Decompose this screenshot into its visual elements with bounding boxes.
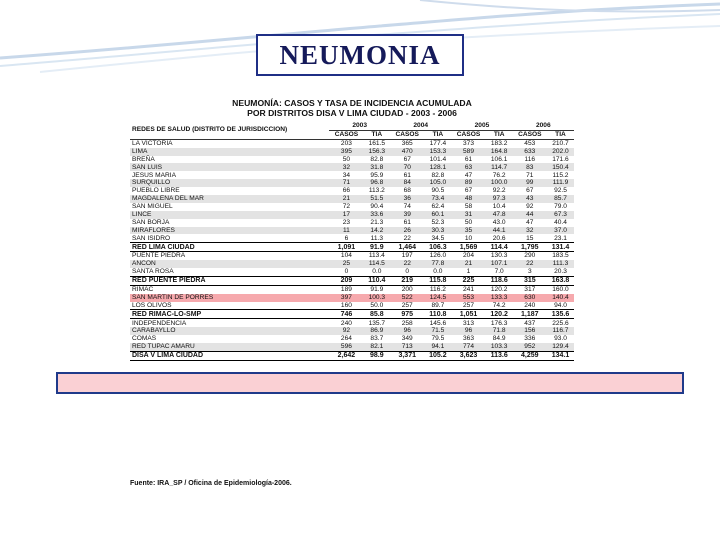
casos-cell: 72 [342, 203, 351, 211]
casos-cell: 32 [329, 163, 363, 171]
casos-cell: 3,623 [451, 351, 485, 360]
casos-cell: 66 [342, 187, 351, 195]
table-row [130, 319, 574, 327]
tia-cell: 153.3 [424, 148, 451, 156]
tia-cell: 96.8 [364, 179, 390, 187]
district-name: SAN MARTIN DE PORRES [130, 294, 329, 302]
tia-cell: 105.2 [424, 351, 451, 360]
tia-cell: 51.5 [364, 195, 390, 203]
casos-cell: 470 [390, 148, 424, 156]
year-header-2003: 2003 [329, 122, 390, 130]
district-name: SANTA ROSA [132, 268, 174, 276]
tia-cell: 131.4 [547, 243, 574, 252]
casos-cell: 589 [451, 148, 485, 156]
tia-cell: 135.7 [368, 319, 386, 327]
tia-cell: 94.0 [554, 301, 567, 309]
tia-cell: 77.8 [424, 260, 451, 268]
table-row [130, 139, 574, 147]
district-name: LA VICTORIA [132, 139, 173, 147]
tia-cell: 82.8 [370, 155, 384, 163]
tia-cell: 7.0 [494, 268, 504, 276]
district-name: RED PUENTE PIEDRA [130, 276, 329, 285]
casos-cell: 397 [329, 294, 363, 302]
incidence-table [130, 122, 574, 361]
casos-cell: 99 [513, 179, 547, 187]
district-name: RED TUPAC AMARU [130, 343, 329, 351]
tia-cell: 106.1 [490, 155, 508, 163]
table-row [130, 285, 574, 293]
table-row [130, 219, 574, 227]
tia-cell: 73.4 [424, 195, 451, 203]
tia-cell: 210.7 [552, 139, 569, 147]
casos-cell: 22 [513, 260, 547, 268]
table-row [130, 211, 574, 219]
tia-cell: 225.6 [552, 319, 569, 327]
tia-cell: 82.8 [431, 171, 445, 179]
tia-cell: 116.2 [429, 286, 446, 293]
tia-cell: 113.6 [486, 351, 513, 360]
column-header-casos: CASOS [329, 130, 363, 139]
casos-cell: 1,569 [451, 243, 485, 252]
casos-cell: 200 [401, 286, 413, 293]
table-row [130, 327, 574, 335]
tia-cell: 23.1 [554, 234, 567, 242]
table-row [130, 203, 574, 211]
document-title [120, 98, 584, 118]
tia-cell: 20.3 [554, 268, 567, 276]
column-header-tia: TIA [424, 130, 451, 139]
tia-cell: 111.3 [547, 260, 574, 268]
tia-cell: 79.0 [554, 203, 567, 211]
tia-cell: 106.3 [424, 243, 451, 252]
tia-cell: 128.1 [424, 163, 451, 171]
tia-cell: 176.3 [490, 319, 508, 327]
tia-cell: 74.2 [492, 301, 506, 309]
casos-cell: 17 [329, 211, 363, 219]
tia-cell: 105.0 [424, 179, 451, 187]
tia-cell: 135.6 [547, 310, 574, 319]
district-name: MIRAFLORES [130, 227, 329, 235]
casos-cell: 50 [464, 218, 473, 226]
casos-cell: 47 [526, 218, 534, 226]
tia-cell: 177.4 [429, 139, 447, 147]
tia-cell: 37.0 [547, 227, 574, 235]
casos-cell: 21 [451, 260, 485, 268]
tia-cell: 10.4 [492, 203, 506, 211]
casos-cell: 160 [340, 301, 352, 309]
casos-cell: 2,642 [329, 351, 363, 360]
casos-cell: 67 [526, 187, 534, 195]
tia-cell: 134.1 [547, 351, 574, 360]
year-header-2005: 2005 [451, 122, 512, 130]
casos-cell: 89 [451, 179, 485, 187]
table-body [130, 139, 574, 360]
tia-cell: 11.3 [370, 234, 383, 242]
tia-cell: 71.5 [424, 327, 451, 335]
casos-cell: 365 [401, 139, 413, 147]
casos-cell: 257 [463, 301, 475, 309]
casos-cell: 63 [451, 163, 485, 171]
casos-cell: 58 [464, 203, 473, 211]
year-header-2006: 2006 [513, 122, 574, 130]
tia-cell: 164.8 [486, 148, 513, 156]
casos-cell: 241 [463, 286, 475, 293]
tia-cell: 113.4 [368, 252, 385, 260]
tia-cell: 103.3 [486, 343, 513, 351]
casos-cell: 746 [329, 310, 363, 319]
casos-cell: 25 [329, 260, 363, 268]
casos-cell: 1 [466, 268, 471, 276]
casos-cell: 21 [329, 195, 363, 203]
table-row [130, 310, 574, 319]
tia-cell: 111.9 [547, 179, 574, 187]
district-name: SURQUILLO [130, 179, 329, 187]
tia-cell: 202.0 [547, 148, 574, 156]
casos-cell: 22 [403, 234, 411, 242]
casos-cell: 104 [340, 252, 352, 260]
table-row [130, 302, 574, 310]
tia-cell: 20.6 [492, 234, 506, 242]
table-row [130, 243, 574, 252]
casos-cell: 70 [390, 163, 424, 171]
tia-cell: 115.2 [552, 171, 569, 179]
tia-cell: 85.7 [547, 195, 574, 203]
tia-cell: 93.0 [554, 335, 567, 343]
tia-cell: 100.0 [486, 179, 513, 187]
tia-cell: 91.9 [364, 243, 390, 252]
district-name: INDEPENDENCIA [132, 319, 187, 327]
casos-cell: 11 [329, 227, 363, 235]
tia-cell: 95.9 [370, 171, 384, 179]
district-name: LINCE [130, 211, 329, 219]
tia-cell: 31.8 [364, 163, 390, 171]
year-header-2004: 2004 [390, 122, 451, 130]
district-name: RED RIMAC-LO-SMP [130, 310, 329, 319]
district-name: JESUS MARIA [132, 171, 176, 179]
table-row [130, 179, 574, 187]
casos-cell: 373 [463, 139, 475, 147]
casos-cell: 10 [464, 234, 473, 242]
tia-cell: 130.3 [490, 252, 508, 260]
casos-cell: 317 [524, 286, 536, 293]
casos-cell: 264 [340, 335, 352, 343]
slide-title: NEUMONIA [256, 34, 464, 76]
casos-cell: 197 [401, 252, 413, 260]
tia-cell: 126.0 [429, 252, 447, 260]
casos-cell: 22 [390, 260, 424, 268]
casos-cell: 6 [344, 234, 349, 242]
table-row [130, 156, 574, 164]
casos-cell: 774 [451, 343, 485, 351]
tia-cell: 114.5 [364, 260, 390, 268]
district-name: ANCON [130, 260, 329, 268]
column-header-casos: CASOS [390, 130, 424, 139]
tia-cell: 44.1 [486, 227, 513, 235]
casos-cell: 952 [513, 343, 547, 351]
tia-cell: 161.5 [368, 139, 386, 147]
tia-cell: 62.4 [431, 203, 445, 211]
district-name: DISA V LIMA CIUDAD [130, 351, 329, 360]
column-header-tia: TIA [547, 130, 574, 139]
casos-cell: 975 [390, 310, 424, 319]
casos-cell: 240 [524, 301, 536, 309]
tia-cell: 76.2 [492, 171, 506, 179]
casos-cell: 1,091 [329, 243, 363, 252]
casos-cell: 257 [401, 301, 413, 309]
casos-cell: 48 [451, 195, 485, 203]
district-name: SAN ISIDRO [132, 234, 171, 242]
column-header-tia: TIA [364, 130, 390, 139]
casos-cell: 83 [513, 163, 547, 171]
casos-cell: 26 [390, 227, 424, 235]
tia-cell: 21.3 [370, 218, 384, 226]
casos-cell: 437 [524, 319, 536, 327]
casos-cell: 61 [464, 155, 473, 163]
casos-cell: 67 [403, 155, 411, 163]
casos-cell: 43 [513, 195, 547, 203]
document-scan [120, 94, 584, 500]
tia-cell: 86.9 [364, 327, 390, 335]
tia-cell: 114.4 [486, 243, 513, 252]
tia-cell: 124.5 [424, 294, 451, 302]
tia-cell: 0.0 [433, 268, 443, 276]
tia-cell: 84.9 [492, 335, 506, 343]
table-row [130, 187, 574, 195]
tia-cell: 140.4 [547, 294, 574, 302]
casos-cell: 74 [403, 203, 411, 211]
tia-cell: 110.4 [364, 276, 390, 285]
tia-cell: 52.3 [431, 218, 445, 226]
casos-cell: 84 [390, 179, 424, 187]
casos-cell: 0 [344, 268, 349, 276]
casos-cell: 3 [527, 268, 532, 276]
casos-cell: 44 [513, 211, 547, 219]
casos-cell: 96 [451, 327, 485, 335]
tia-cell: 150.4 [547, 163, 574, 171]
table-row [130, 252, 574, 260]
district-name: LIMA [130, 148, 329, 156]
table-row [130, 268, 574, 276]
casos-cell: 204 [463, 252, 475, 260]
casos-cell: 32 [513, 227, 547, 235]
tia-cell: 33.6 [364, 211, 390, 219]
table-row [130, 171, 574, 179]
tia-cell: 92.2 [492, 187, 506, 195]
column-header-redes: REDES DE SALUD (DISTRITO DE JURISDICCION) [130, 122, 329, 139]
tia-cell: 114.7 [486, 163, 513, 171]
table-row [130, 260, 574, 268]
casos-cell: 61 [403, 171, 411, 179]
tia-cell: 34.5 [431, 234, 445, 242]
casos-cell: 47 [464, 171, 473, 179]
document-title-line1: NEUMONÍA: CASOS Y TASA DE INCIDENCIA ACUMULADA [232, 98, 472, 108]
tia-cell: 43.0 [492, 218, 506, 226]
casos-cell: 3,371 [390, 351, 424, 360]
tia-cell: 107.1 [486, 260, 513, 268]
tia-cell: 14.2 [364, 227, 390, 235]
casos-cell: 36 [390, 195, 424, 203]
casos-cell: 116 [524, 155, 536, 163]
tia-cell: 116.7 [547, 327, 574, 335]
district-name: COMAS [132, 335, 157, 343]
tia-cell: 129.4 [547, 343, 574, 351]
table-row [130, 351, 574, 360]
tia-cell: 90.4 [370, 203, 384, 211]
casos-cell: 225 [451, 276, 485, 285]
tia-cell: 83.7 [370, 335, 384, 343]
casos-cell: 71 [526, 171, 534, 179]
tia-cell: 98.9 [364, 351, 390, 360]
casos-cell: 31 [451, 211, 485, 219]
casos-cell: 92 [526, 203, 534, 211]
district-name: LOS OLIVOS [132, 301, 172, 309]
tia-cell: 156.3 [364, 148, 390, 156]
casos-cell: 23 [342, 218, 351, 226]
casos-cell: 61 [403, 218, 411, 226]
source-note: Fuente: IRA_SP / Oficina de Epidemiología-2006. [130, 480, 292, 487]
casos-cell: 315 [513, 276, 547, 285]
tia-cell: 71.8 [486, 327, 513, 335]
tia-cell: 163.8 [547, 276, 574, 285]
casos-cell: 68 [403, 187, 411, 195]
casos-cell: 35 [451, 227, 485, 235]
casos-cell: 71 [329, 179, 363, 187]
district-name: RIMAC [132, 286, 154, 293]
tia-cell: 67.3 [547, 211, 574, 219]
casos-cell: 633 [513, 148, 547, 156]
tia-cell: 30.3 [424, 227, 451, 235]
casos-cell: 189 [340, 286, 352, 293]
district-name: SAN BORJA [132, 218, 170, 226]
district-name: SAN LUIS [130, 163, 329, 171]
tia-cell: 94.1 [424, 343, 451, 351]
tia-cell: 171.6 [552, 155, 569, 163]
casos-cell: 1,187 [513, 310, 547, 319]
tia-cell: 110.8 [424, 310, 451, 319]
district-name: PUEBLO LIBRE [132, 187, 180, 195]
tia-cell: 47.8 [486, 211, 513, 219]
casos-cell: 15 [526, 234, 534, 242]
column-header-casos: CASOS [451, 130, 485, 139]
tia-cell: 183.5 [552, 252, 569, 260]
casos-cell: 363 [463, 335, 475, 343]
district-name: BREÑA [132, 155, 155, 163]
column-header-tia: TIA [486, 130, 513, 139]
tia-cell: 60.1 [424, 211, 451, 219]
casos-cell: 156 [513, 327, 547, 335]
tia-cell: 118.6 [486, 276, 513, 285]
casos-cell: 39 [390, 211, 424, 219]
tia-cell: 82.1 [364, 343, 390, 351]
district-name: CARABAYLLO [130, 327, 329, 335]
district-name: RED LIMA CIUDAD [130, 243, 329, 252]
casos-cell: 453 [524, 139, 536, 147]
tia-cell: 145.6 [429, 319, 447, 327]
tia-cell: 101.4 [429, 155, 447, 163]
casos-cell: 713 [390, 343, 424, 351]
tia-cell: 92.5 [554, 187, 567, 195]
tia-cell: 89.7 [431, 301, 445, 309]
district-name: PUENTE PIEDRA [132, 252, 186, 260]
table-row [130, 163, 574, 171]
casos-cell: 219 [390, 276, 424, 285]
table-row [130, 335, 574, 343]
tia-cell: 79.5 [431, 335, 445, 343]
casos-cell: 50 [342, 155, 351, 163]
table-row [130, 343, 574, 351]
table-row [130, 294, 574, 302]
casos-cell: 67 [464, 187, 473, 195]
casos-cell: 4,259 [513, 351, 547, 360]
tia-cell: 133.3 [486, 294, 513, 302]
tia-cell: 97.3 [486, 195, 513, 203]
tia-cell: 183.2 [490, 139, 508, 147]
tia-cell: 100.3 [364, 294, 390, 302]
tia-cell: 115.8 [424, 276, 451, 285]
tia-cell: 50.0 [370, 301, 384, 309]
table-row [130, 227, 574, 235]
casos-cell: 349 [401, 335, 413, 343]
column-header-casos: CASOS [513, 130, 547, 139]
casos-cell: 596 [329, 343, 363, 351]
casos-cell: 630 [513, 294, 547, 302]
casos-cell: 92 [329, 327, 363, 335]
tia-cell: 113.2 [368, 187, 385, 195]
tia-cell: 120.2 [490, 286, 508, 293]
casos-cell: 240 [340, 319, 352, 327]
tia-cell: 120.2 [486, 310, 513, 319]
tia-cell: 0.0 [372, 268, 382, 276]
table-row [130, 148, 574, 156]
table-row [130, 195, 574, 203]
casos-cell: 258 [401, 319, 413, 327]
tia-cell: 90.5 [431, 187, 445, 195]
casos-cell: 1,795 [513, 243, 547, 252]
casos-cell: 1,051 [451, 310, 485, 319]
casos-cell: 34 [342, 171, 351, 179]
casos-cell: 1,464 [390, 243, 424, 252]
casos-cell: 290 [524, 252, 536, 260]
table-row [130, 276, 574, 285]
casos-cell: 395 [329, 148, 363, 156]
tia-cell: 91.9 [370, 286, 384, 293]
document-title-line2: POR DISTRITOS DISA V LIMA CIUDAD - 2003 - 2006 [247, 108, 457, 118]
tia-cell: 40.4 [554, 218, 567, 226]
district-name: SAN MIGUEL [132, 203, 173, 211]
table-row [130, 234, 574, 242]
casos-cell: 553 [451, 294, 485, 302]
district-name: MAGDALENA DEL MAR [130, 195, 329, 203]
casos-cell: 0 [405, 268, 410, 276]
casos-cell: 203 [340, 139, 352, 147]
casos-cell: 209 [329, 276, 363, 285]
casos-cell: 313 [463, 319, 475, 327]
casos-cell: 522 [390, 294, 424, 302]
tia-cell: 160.0 [552, 286, 569, 293]
casos-cell: 96 [390, 327, 424, 335]
casos-cell: 336 [524, 335, 536, 343]
tia-cell: 85.8 [364, 310, 390, 319]
